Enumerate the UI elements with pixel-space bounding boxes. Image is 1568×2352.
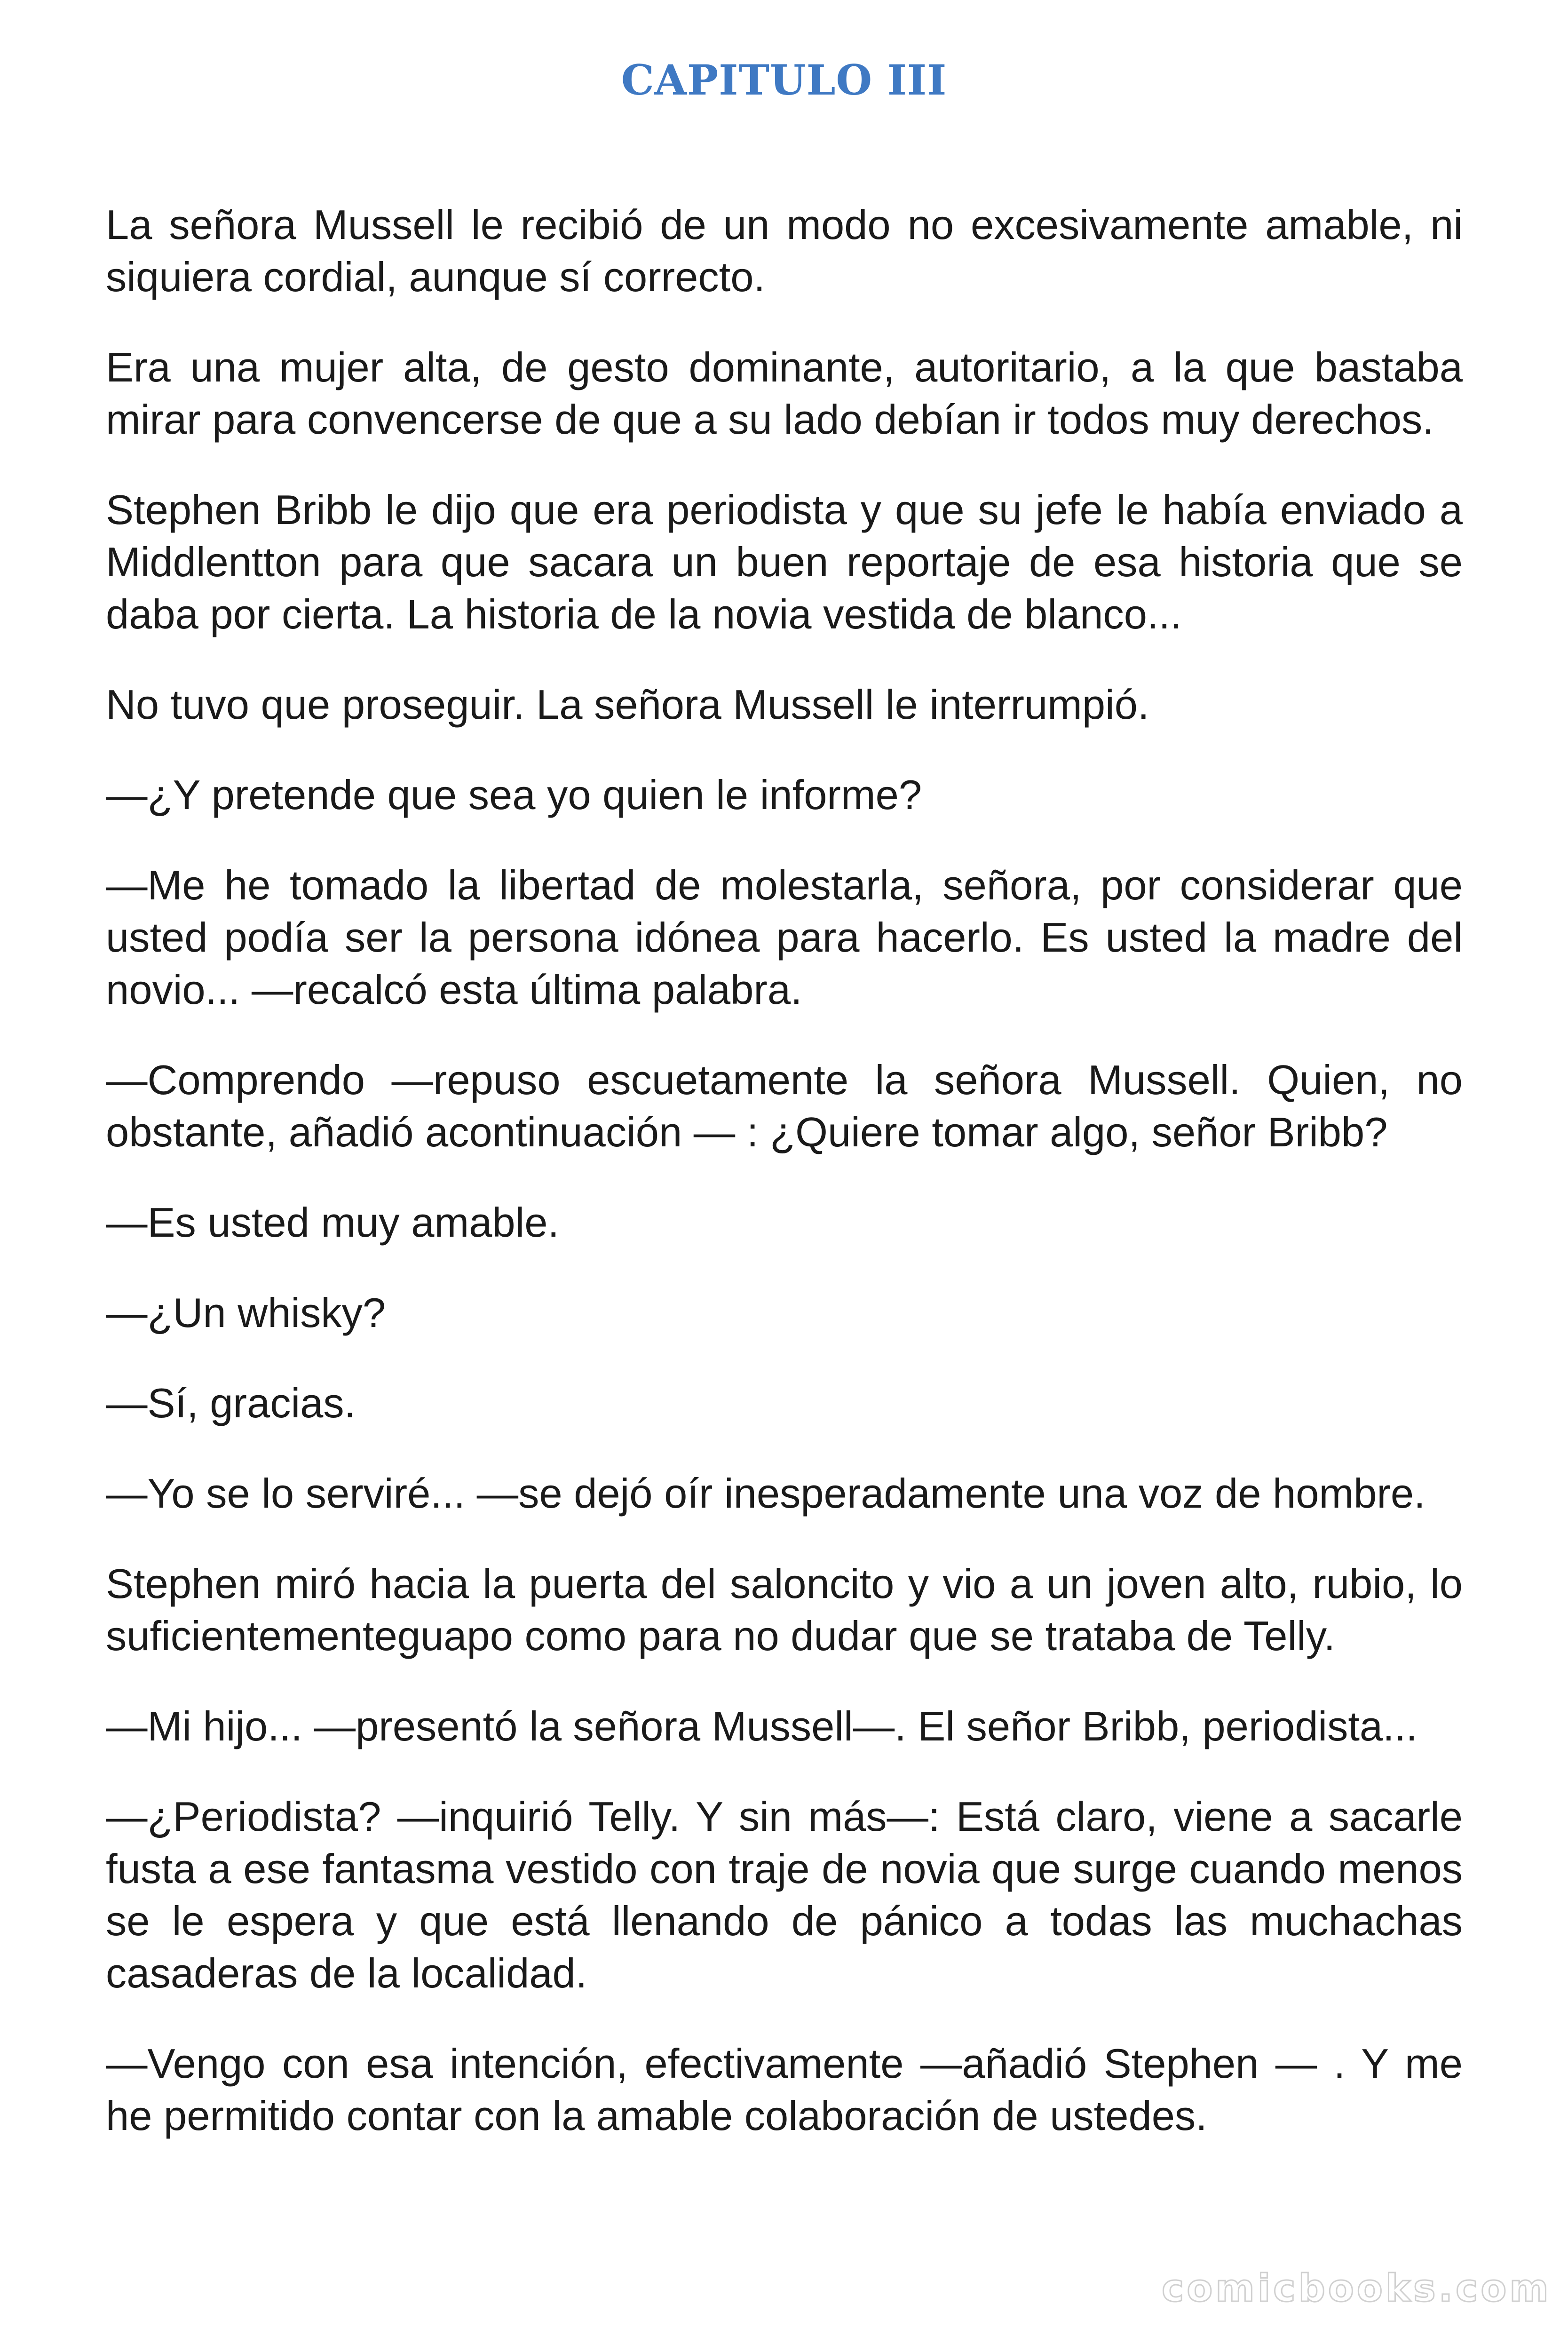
chapter-title: CAPITULO III	[621, 56, 947, 104]
paragraph: —Es usted muy amable.	[106, 1199, 560, 1246]
paragraph: —¿Periodista? —inquirió Telly. Y sin más—: Está claro, viene a sacarle fusta a ese fantasma vestido con traje de novia que surge cuando menos se le espera y que está llenando de pánico a todas las muchachas casaderas de la localidad.	[106, 1793, 1463, 1996]
paragraph: —Vengo con esa intención, efectivamente —añadió Stephen — . Y me he permitido contar con la amable colaboración de ustedes.	[106, 2040, 1463, 2139]
paragraph: —Yo se lo serviré... —se dejó oír inesperadamente una voz de hombre.	[106, 1470, 1425, 1517]
paragraph: No tuvo que proseguir. La señora Mussell le interrumpió.	[106, 681, 1149, 728]
paragraph: —Sí, gracias.	[106, 1380, 356, 1426]
paragraph: Era una mujer alta, de gesto dominante, autoritario, a la que bastaba mirar para convencerse de que a su lado debían ir todos muy derechos.	[106, 344, 1463, 443]
paragraph: Stephen Bribb le dijo que era periodista y que su jefe le había enviado a Middlentton para que sacara un buen reportaje de esa historia que se daba por cierta. La historia de la novia vestida de blanco...	[106, 486, 1463, 637]
watermark: comicbooks.com	[1162, 2266, 1552, 2310]
paragraph: La señora Mussell le recibió de un modo no excesivamente amable, ni siquiera cordial, aunque sí correcto.	[106, 201, 1463, 300]
chapter-body	[106, 199, 1463, 2180]
paragraph: —Comprendo —repuso escuetamente la señora Mussell. Quien, no obstante, añadió acontinuación — : ¿Quiere tomar algo, señor Bribb?	[106, 1057, 1463, 1155]
paragraph: —¿Un whisky?	[106, 1289, 386, 1336]
paragraph: Stephen miró hacia la puerta del saloncito y vio a un joven alto, rubio, lo suficientementeguapo como para no dudar que se trataba de Telly.	[106, 1560, 1463, 1659]
paragraph: —Me he tomado la libertad de molestarla, señora, por considerar que usted podía ser la persona idónea para hacerlo. Es usted la madre del novio... —recalcó esta última palabra.	[106, 862, 1463, 1013]
paragraph: —¿Y pretende que sea yo quien le informe?	[106, 771, 922, 818]
paragraph: —Mi hijo... —presentó la señora Mussell—. El señor Bribb, periodista...	[106, 1703, 1418, 1749]
